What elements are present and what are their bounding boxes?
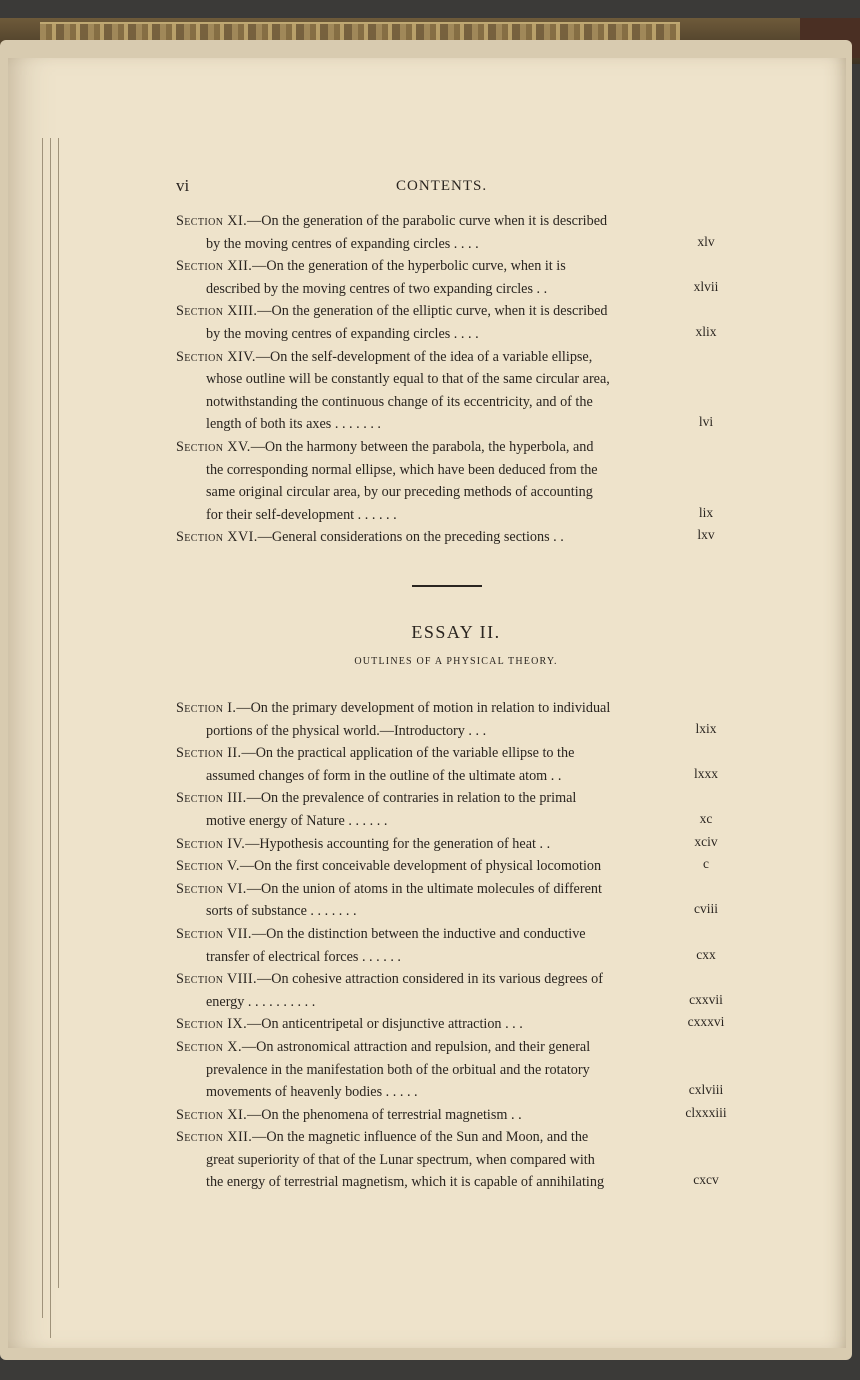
toc-entry-line: same original circular area, by our preceding methods of accounting bbox=[206, 484, 593, 501]
toc-entry-line: Section IX.—On anticentripetal or disjunctive attraction . . . bbox=[176, 1016, 523, 1033]
section-divider bbox=[412, 585, 482, 587]
section-label: Section XII. bbox=[176, 258, 253, 275]
toc-entry bbox=[176, 255, 736, 300]
toc-entry-line: sorts of substance . . . . . . . bbox=[206, 903, 357, 920]
section-label: Section X. bbox=[176, 1038, 242, 1055]
essay-title: ESSAY II. bbox=[411, 622, 501, 642]
toc-entry-line: great superiority of that of the Lunar spectrum, when compared with bbox=[206, 1151, 595, 1168]
toc-entry bbox=[176, 346, 736, 436]
toc-page-number: lxv bbox=[697, 527, 715, 543]
toc-page-number: xlix bbox=[695, 323, 717, 339]
toc-entry-line: Section XI.—On the generation of the parabolic curve when it is described bbox=[176, 213, 608, 229]
section-label: Section XVI. bbox=[176, 529, 258, 546]
toc-page-number: lxxx bbox=[693, 765, 718, 781]
toc-entry-line: energy . . . . . . . . . . bbox=[206, 993, 316, 1010]
toc-entry bbox=[176, 833, 736, 856]
page-number: vi bbox=[176, 176, 190, 195]
section-label: Section XIII. bbox=[176, 303, 258, 320]
toc-entry bbox=[176, 697, 736, 742]
toc-entry bbox=[176, 878, 736, 923]
section-label: Section XIV. bbox=[176, 348, 256, 365]
toc-entry-line: by the moving centres of expanding circles . . . . bbox=[206, 325, 479, 342]
toc-entry bbox=[176, 300, 736, 345]
toc-entry bbox=[176, 1036, 736, 1104]
page-edge-line bbox=[42, 138, 43, 1318]
toc-entry bbox=[176, 968, 736, 1013]
toc-entry-line: portions of the physical world.—Introductory . . . bbox=[206, 722, 487, 739]
section-label: Section XV. bbox=[176, 438, 251, 455]
toc-entry-line: Section X.—On astronomical attraction and repulsion, and their general bbox=[176, 1038, 591, 1055]
toc-entry bbox=[176, 1013, 736, 1036]
section-label: Section VIII. bbox=[176, 971, 258, 988]
page-header bbox=[176, 176, 726, 202]
toc-entry-line: whose outline will be constantly equal to that of the same circular area, bbox=[206, 371, 610, 388]
toc-entry-line: Section III.—On the prevalence of contraries in relation to the primal bbox=[176, 790, 577, 807]
toc-entry bbox=[176, 787, 736, 832]
toc-entry-line: Section XI.—On the phenomena of terrestrial magnetism . . bbox=[176, 1106, 522, 1123]
toc-entry bbox=[176, 923, 736, 968]
toc-page-number: clxxxiii bbox=[685, 1104, 727, 1120]
section-label: Section XI. bbox=[176, 213, 248, 229]
toc-entry-line: Section II.—On the practical application of the variable ellipse to the bbox=[176, 745, 575, 762]
toc-entry-line: Section XII.—On the generation of the hyperbolic curve, when it is bbox=[176, 258, 566, 275]
toc-entry-line: Section IV.—Hypothesis accounting for the generation of heat . . bbox=[176, 835, 551, 852]
toc-entry bbox=[176, 855, 736, 878]
essay-subtitle: OUTLINES OF A PHYSICAL THEORY. bbox=[354, 656, 558, 667]
section-label: Section II. bbox=[176, 745, 242, 762]
toc-page-number: lxix bbox=[695, 720, 717, 736]
toc-page-number: xciv bbox=[694, 833, 718, 849]
toc-entry-line: described by the moving centres of two expanding circles . . bbox=[206, 280, 548, 297]
section-label: Section XI. bbox=[176, 1106, 248, 1123]
section-label: Section I. bbox=[176, 700, 237, 716]
toc-entry-line: for their self-development . . . . . . bbox=[206, 506, 397, 523]
toc-entry bbox=[176, 742, 736, 787]
toc-entry-line: prevalence in the manifestation both of the orbitual and the rotatory bbox=[206, 1061, 590, 1078]
section-label: Section VII. bbox=[176, 925, 252, 942]
toc-page-number: c bbox=[703, 856, 709, 872]
toc-entry-line: movements of heavenly bodies . . . . . bbox=[206, 1084, 418, 1101]
toc-entry-line: assumed changes of form in the outline of the ultimate atom . . bbox=[206, 767, 562, 784]
toc-page-number: lvi bbox=[698, 414, 714, 430]
toc-page-number: xc bbox=[699, 810, 713, 826]
section-label: Section VI. bbox=[176, 880, 247, 897]
toc-entry bbox=[176, 526, 736, 549]
toc-page-number: cxx bbox=[696, 946, 716, 962]
toc-page-number: cviii bbox=[694, 901, 718, 917]
toc-entry bbox=[176, 436, 736, 526]
toc-page-number: lix bbox=[698, 504, 714, 520]
toc-entry-line: Section XV.—On the harmony between the parabola, the hyperbola, and bbox=[176, 438, 594, 455]
section-label: Section III. bbox=[176, 790, 247, 807]
contents-list-essay-1 bbox=[176, 210, 736, 549]
toc-entry-line: notwithstanding the continuous change of its eccentricity, and of the bbox=[206, 393, 593, 410]
section-label: Section IX. bbox=[176, 1016, 248, 1033]
toc-entry bbox=[176, 1126, 736, 1194]
toc-entry-line: Section V.—On the first conceivable development of physical locomotion bbox=[176, 858, 602, 875]
contents-list-essay-2 bbox=[176, 697, 736, 1194]
running-head: CONTENTS. bbox=[396, 178, 488, 194]
toc-entry-line: length of both its axes . . . . . . . bbox=[206, 416, 381, 433]
toc-entry-line: Section VIII.—On cohesive attraction considered in its various degrees of bbox=[176, 971, 603, 988]
toc-page-number: cxxvii bbox=[689, 991, 723, 1007]
toc-entry-line: transfer of electrical forces . . . . . . bbox=[206, 948, 401, 965]
toc-entry bbox=[176, 210, 736, 255]
section-label: Section V. bbox=[176, 858, 240, 875]
toc-entry bbox=[176, 1104, 736, 1127]
section-label: Section XII. bbox=[176, 1129, 253, 1146]
toc-entry-line: Section VI.—On the union of atoms in the ultimate molecules of different bbox=[176, 880, 602, 897]
toc-page-number: xlvii bbox=[693, 278, 719, 294]
toc-page-number: cxxxvi bbox=[687, 1014, 725, 1030]
page-edge-line bbox=[50, 138, 51, 1338]
page-edge-line bbox=[58, 138, 59, 1288]
toc-page-number: cxlviii bbox=[688, 1082, 724, 1098]
toc-page-number: cxcv bbox=[693, 1172, 719, 1188]
toc-entry-line: by the moving centres of expanding circles . . . . bbox=[206, 235, 479, 252]
toc-entry-line: the energy of terrestrial magnetism, which it is capable of annihilating bbox=[206, 1174, 605, 1191]
toc-entry-line: the corresponding normal ellipse, which have been deduced from the bbox=[206, 461, 598, 478]
toc-entry-line: Section XVI.—General considerations on the preceding sections . . bbox=[176, 529, 564, 546]
toc-entry-line: Section XII.—On the magnetic influence of the Sun and Moon, and the bbox=[176, 1129, 589, 1146]
toc-entry-line: Section VII.—On the distinction between the inductive and conductive bbox=[176, 925, 586, 942]
toc-entry-line: motive energy of Nature . . . . . . bbox=[206, 812, 388, 829]
toc-entry-line: Section I.—On the primary development of motion in relation to individual bbox=[176, 700, 611, 716]
section-label: Section IV. bbox=[176, 835, 246, 852]
toc-entry-line: Section XIII.—On the generation of the elliptic curve, when it is described bbox=[176, 303, 608, 320]
toc-entry-line: Section XIV.—On the self-development of the idea of a variable ellipse, bbox=[176, 348, 593, 365]
toc-page-number: xlv bbox=[697, 233, 715, 249]
